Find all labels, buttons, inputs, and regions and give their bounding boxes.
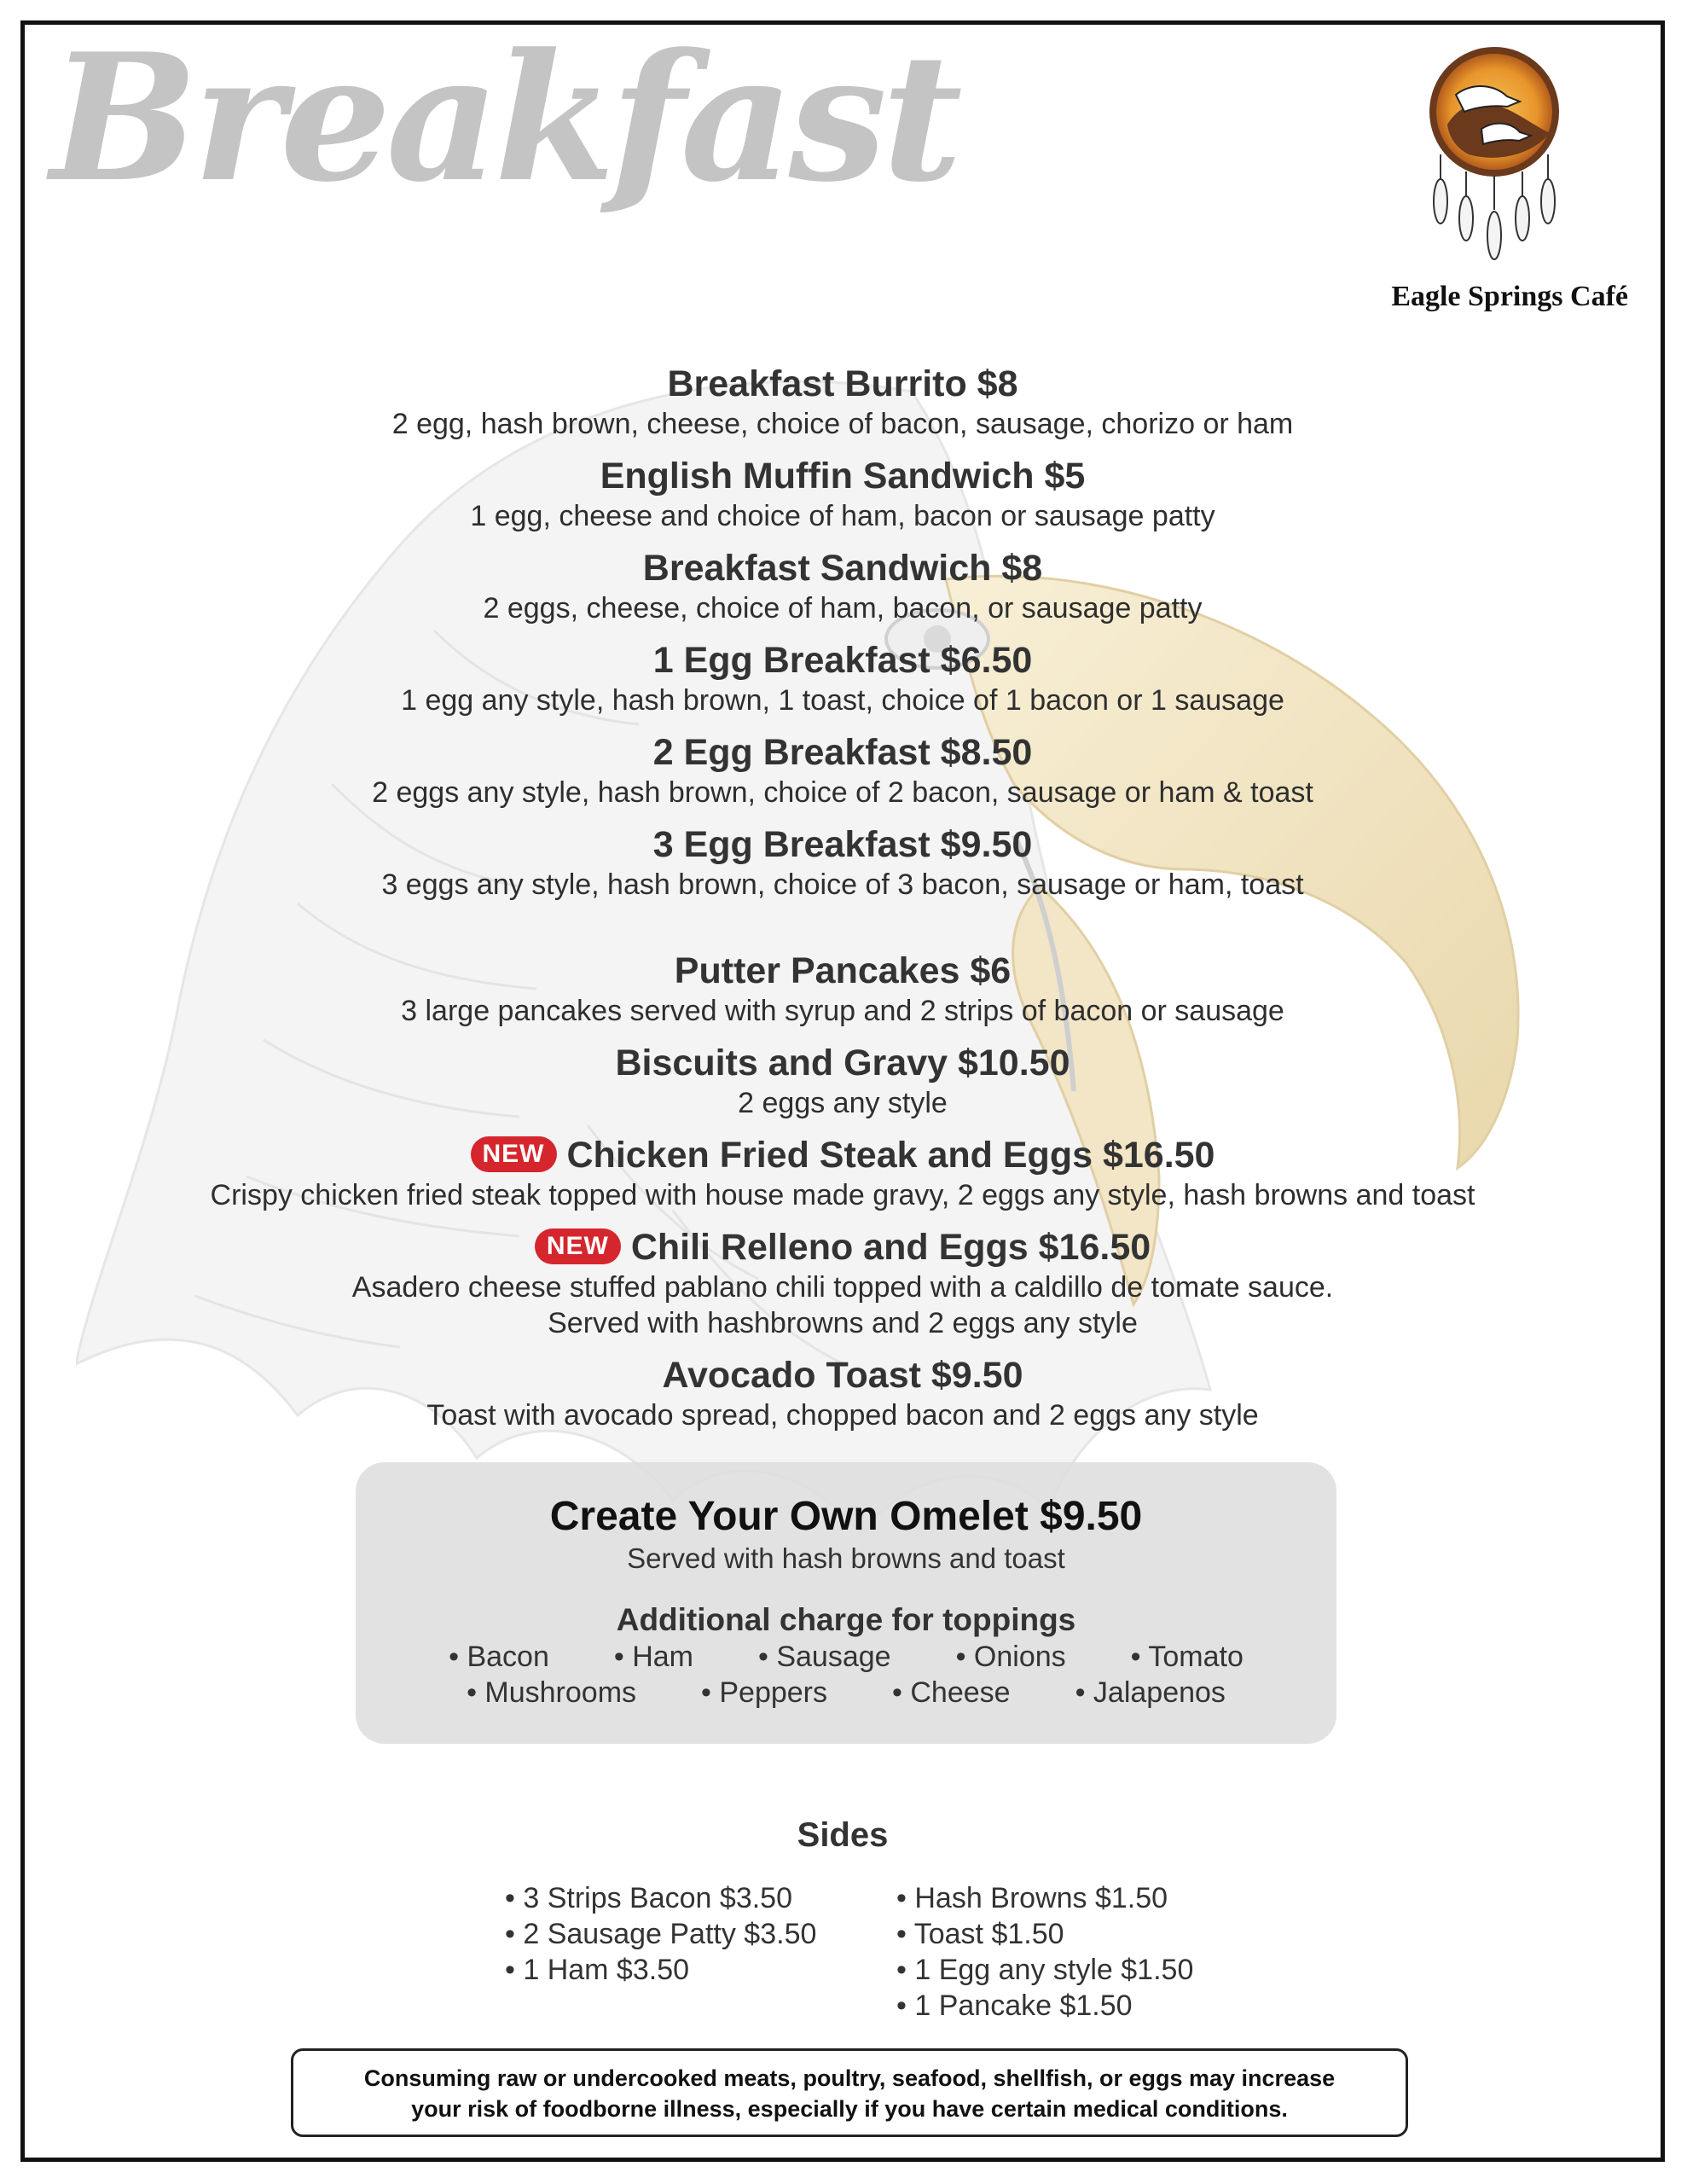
new-badge: NEW xyxy=(471,1136,557,1172)
topping-item: • Cheese xyxy=(892,1676,1011,1709)
topping-item: • Mushrooms xyxy=(467,1676,637,1709)
item-description: 1 egg, cheese and choice of ham, bacon or sausage patty xyxy=(470,500,1215,532)
topping-item: • Ham xyxy=(613,1641,693,1673)
sides-right-column xyxy=(896,1880,1193,2024)
item-description: 3 large pancakes served with syrup and 2 strips of bacon or sausage xyxy=(401,995,1284,1027)
item-name: Putter Pancakes $6 xyxy=(674,950,1012,991)
menu-item xyxy=(25,362,1661,442)
side-item: • Toast $1.50 xyxy=(896,1918,1064,1950)
new-badge: NEW xyxy=(535,1228,621,1264)
menu-item xyxy=(25,1133,1661,1213)
cafe-name: Eagle Springs Café xyxy=(1391,281,1628,312)
menu-item xyxy=(25,1041,1661,1121)
item-name: 3 Egg Breakfast $9.50 xyxy=(652,824,1033,865)
item-name-row xyxy=(25,1133,1661,1177)
toppings-row xyxy=(356,1639,1336,1675)
eagle-dreamcatcher-logo-icon xyxy=(1422,44,1567,282)
item-description: Toast with avocado spread, chopped bacon and 2 eggs any style xyxy=(426,1399,1259,1432)
side-item: • 1 Pancake $1.50 xyxy=(896,1989,1133,2022)
item-description: 2 eggs any style xyxy=(738,1087,948,1119)
item-name: Breakfast Sandwich $8 xyxy=(642,548,1043,589)
page-title: Breakfast xyxy=(50,20,958,221)
item-name: Breakfast Burrito $8 xyxy=(667,363,1018,404)
topping-item: • Onions xyxy=(955,1641,1066,1673)
item-name: 1 Egg Breakfast $6.50 xyxy=(652,640,1033,681)
omelet-title: Create Your Own Omelet $9.50 xyxy=(549,1494,1143,1539)
item-description: Served with hashbrowns and 2 eggs any style xyxy=(548,1307,1138,1339)
toppings-row xyxy=(356,1675,1336,1711)
section-spacer xyxy=(25,915,1661,949)
omelet-section xyxy=(356,1462,1336,1744)
item-description: 2 eggs, cheese, choice of ham, bacon, or sausage patty xyxy=(483,592,1203,624)
warning-line: your risk of foodborne illness, especially if you have certain medical conditions. xyxy=(411,2096,1288,2122)
item-description: 1 egg any style, hash brown, 1 toast, choice of 1 bacon or 1 sausage xyxy=(401,684,1284,717)
item-description: Asadero cheese stuffed pablano chili topped with a caldillo de tomate sauce. xyxy=(351,1271,1334,1304)
menu-item xyxy=(25,546,1661,626)
item-description: 2 eggs any style, hash brown, choice of 2 bacon, sausage or ham & toast xyxy=(372,776,1313,809)
item-name: Biscuits and Gravy $10.50 xyxy=(615,1043,1070,1083)
menu-item xyxy=(25,949,1661,1029)
item-name: Avocado Toast $9.50 xyxy=(662,1355,1023,1396)
side-item: • Hash Browns $1.50 xyxy=(896,1882,1168,1914)
side-item: • 1 Ham $3.50 xyxy=(505,1954,690,1986)
menu-item xyxy=(25,1225,1661,1341)
item-name: Chicken Fried Steak and Eggs $16.50 xyxy=(566,1135,1215,1176)
menu-frame xyxy=(20,20,1665,2162)
item-name: Chili Relleno and Eggs $16.50 xyxy=(630,1227,1151,1268)
topping-item: • Jalapenos xyxy=(1075,1676,1226,1709)
menu-list xyxy=(25,362,1661,1445)
menu-item xyxy=(25,454,1661,534)
item-description: 2 egg, hash brown, cheese, choice of bacon, sausage, chorizo or ham xyxy=(391,408,1294,440)
topping-item: • Peppers xyxy=(701,1676,828,1709)
menu-item xyxy=(25,638,1661,718)
omelet-subtitle: Served with hash browns and toast xyxy=(627,1542,1065,1574)
menu-item xyxy=(25,730,1661,810)
side-item: • 3 Strips Bacon $3.50 xyxy=(505,1882,792,1914)
item-description: Crispy chicken fried steak topped with house made gravy, 2 eggs any style, hash browns and toast xyxy=(210,1179,1475,1211)
warning-line: Consuming raw or undercooked meats, poultry, seafood, shellfish, or eggs may increase xyxy=(363,2065,1336,2091)
toppings-title: Additional charge for toppings xyxy=(616,1602,1076,1637)
topping-item: • Sausage xyxy=(758,1641,891,1673)
item-name: 2 Egg Breakfast $8.50 xyxy=(652,732,1033,773)
food-safety-warning xyxy=(291,2048,1408,2137)
item-name: English Muffin Sandwich $5 xyxy=(600,456,1086,497)
menu-item xyxy=(25,822,1661,903)
side-item: • 2 Sausage Patty $3.50 xyxy=(505,1918,817,1950)
item-name-row xyxy=(25,1225,1661,1269)
topping-item: • Bacon xyxy=(449,1641,549,1673)
menu-item xyxy=(25,1353,1661,1433)
side-item: • 1 Egg any style $1.50 xyxy=(896,1954,1194,1986)
sides-left-column xyxy=(505,1880,816,1988)
item-description: 3 eggs any style, hash brown, choice of 3 bacon, sausage or ham, toast xyxy=(381,868,1304,901)
topping-item: • Tomato xyxy=(1130,1641,1244,1673)
sides-title: Sides xyxy=(797,1816,889,1854)
